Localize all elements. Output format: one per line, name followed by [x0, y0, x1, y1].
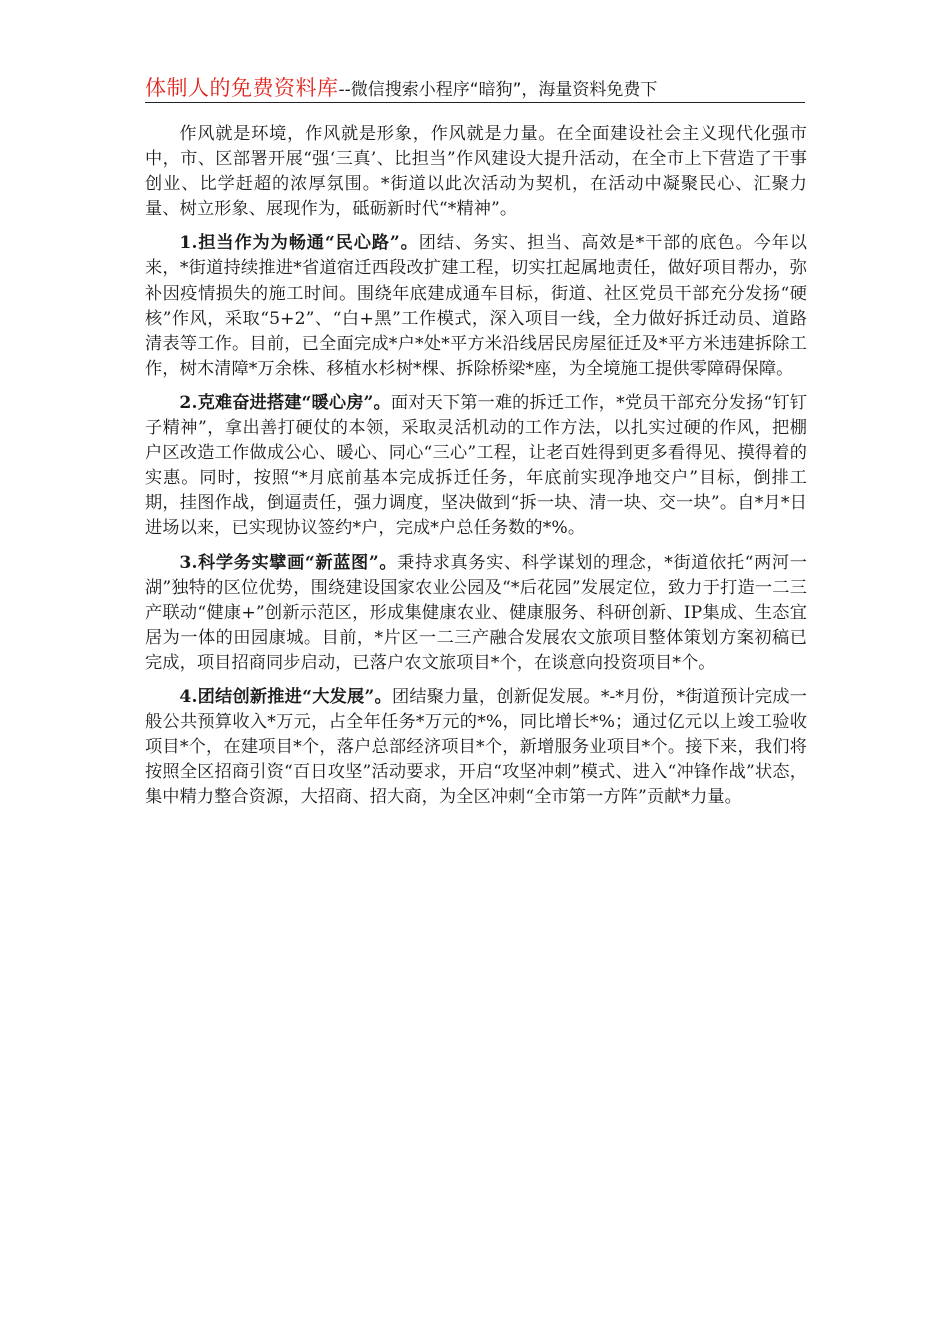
section-3-body: 秉持求真务实、科学谋划的理念，*街道依托“两河一湖”独特的区位优势，围绕建设国家农业公园及“*后花园”发展定位，致力于打造一二三产联动“健康+”创新示范区，形成集健康农业、健康服务、科研创新、IP集成、生态宜居为一体的田园康城。目前，*片区一二三产融合发展农文旅项目整体策划方案初稿已完成，项目招商同步启动，已落户农文旅项目*个，在谈意向投资项目*个。: [145, 552, 807, 673]
header-tagline: --微信搜索小程序“暗狗”，海量资料免费下: [338, 80, 658, 100]
section-3-paragraph: [145, 551, 807, 676]
section-2-body: 面对天下第一难的拆迁工作，*党员干部充分发扬“钉钉子精神”，拿出善打硬仗的本领，采取灵活机动的工作方法，以扎实过硬的作风，把棚户区改造工作做成公心、暖心、同心“三心”工程，让老百姓得到更多看得见、摸得着的实惠。同时，按照“*月底前基本完成拆迁任务，年底前实现净地交户”目标，倒排工期，挂图作战，倒逼责任，强力调度，坚决做到“拆一块、清一块、交一块”。自*月*日进场以来，已实现协议签约*户，完成*户总任务数的*%。: [145, 392, 807, 539]
page-header: [145, 72, 805, 103]
document-body: [145, 122, 807, 819]
section-1-heading: 1.担当作为为畅通“民心路”。: [179, 233, 419, 254]
section-2-heading: 2.克难奋进搭建“暖心房”。: [179, 392, 391, 413]
section-3-heading: 3.科学务实擘画“新蓝图”。: [179, 552, 398, 573]
section-4-body: 团结聚力量，创新促发展。*-*月份，*街道预计完成一般公共预算收入*万元，占全年任务*万元的*%，同比增长*%；通过亿元以上竣工验收项目*个，在建项目*个，落户总部经济项目*个，新增服务业项目*个。接下来，我们将按照全区招商引资“百日攻坚”活动要求，开启“攻坚冲刺”模式、进入“冲锋作战”状态，集中精力整合资源，大招商、招大商，为全区冲刺“全市第一方阵”贡献*力量。: [145, 686, 807, 808]
section-1-body: 团结、务实、担当、高效是*干部的底色。今年以来，*街道持续推进*省道宿迁西段改扩建工程，切实扛起属地责任，做好项目帮办，弥补因疫情损失的施工时间。围绕年底建成通车目标，街道、社区党员干部充分发扬“硬核”作风，采取“5+2”、“白+黑”工作模式，深入项目一线，全力做好拆迁动员、道路清表等工作。目前，已全面完成*户*处*平方米沿线居民房屋征迁及*平方米违建拆除工作，树木清障*万余株、移植水杉树*棵、拆除桥梁*座，为全境施工提供零障碍保障。: [145, 233, 808, 379]
header-brand: 体制人的免费资料库: [145, 76, 339, 100]
section-1-paragraph: [145, 231, 807, 382]
section-4-paragraph: [145, 685, 807, 810]
section-4-heading: 4.团结创新推进“大发展”。: [179, 686, 392, 707]
intro-paragraph: 作风就是环境，作风就是形象，作风就是力量。在全面建设社会主义现代化强市中，市、区部署开展“强‘三真’、比担当”作风建设大提升活动，在全市上下营造了干事创业、比学赶超的浓厚氛围。*街道以此次活动为契机，在活动中凝聚民心、汇聚力量、树立形象、展现作为，砥砺新时代“*精神”。: [145, 124, 807, 220]
section-2-paragraph: [145, 391, 807, 542]
